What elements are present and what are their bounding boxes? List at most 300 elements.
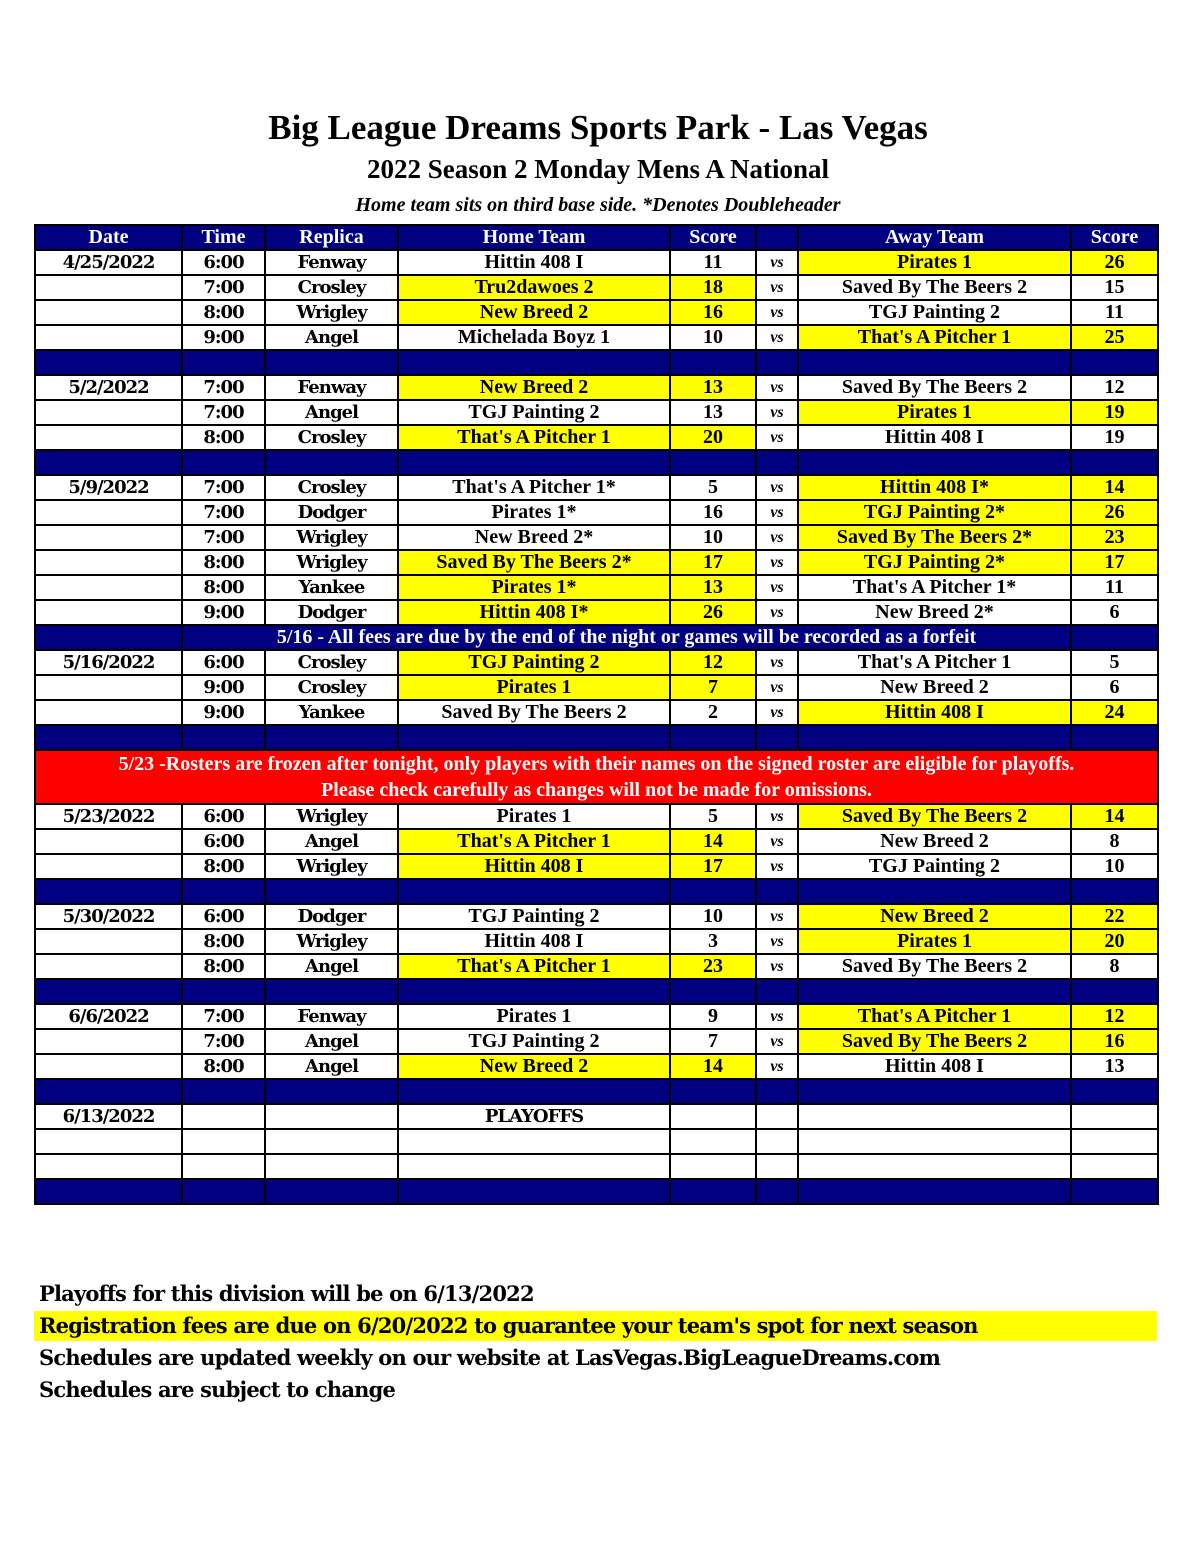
game-row — [35, 929, 1158, 954]
home-team-cell: Pirates 1 — [398, 675, 670, 700]
field-cell: Wrigley — [265, 550, 398, 575]
away-team-cell: Hittin 408 I — [798, 425, 1071, 450]
away-team-cell: That's A Pitcher 1 — [798, 325, 1071, 350]
home-score-cell: 12 — [670, 650, 756, 675]
empty-cell — [1071, 1154, 1158, 1179]
time-cell: 7:00 — [182, 500, 265, 525]
field-cell: Crosley — [265, 650, 398, 675]
separator-cell — [1071, 350, 1158, 375]
home-team-cell: That's A Pitcher 1* — [398, 475, 670, 500]
vs-label: vs — [756, 804, 798, 829]
away-team-cell: Hittin 408 I* — [798, 475, 1071, 500]
time-cell: 6:00 — [182, 804, 265, 829]
separator-cell — [398, 450, 670, 475]
empty-cell — [798, 1129, 1071, 1154]
home-team-cell: TGJ Painting 2 — [398, 1029, 670, 1054]
game-row — [35, 904, 1158, 929]
home-team-cell: TGJ Painting 2 — [398, 904, 670, 929]
vs-label: vs — [756, 700, 798, 725]
vs-label: vs — [756, 954, 798, 979]
separator-cell — [182, 979, 265, 1004]
empty-cell — [756, 1104, 798, 1129]
away-team-cell: New Breed 2 — [798, 675, 1071, 700]
column-header-vs — [756, 225, 798, 250]
home-score-cell: 7 — [670, 1029, 756, 1054]
game-row — [35, 275, 1158, 300]
date-cell: 5/9/2022 — [35, 475, 182, 500]
field-cell: Crosley — [265, 475, 398, 500]
date-cell — [35, 425, 182, 450]
vs-label: vs — [756, 325, 798, 350]
page-title: Big League Dreams Sports Park - Las Vegas — [268, 108, 928, 147]
away-score-cell: 14 — [1071, 804, 1158, 829]
separator-cell — [1071, 1179, 1158, 1204]
vs-label: vs — [756, 1054, 798, 1079]
separator-row — [35, 879, 1158, 904]
home-score-cell: 13 — [670, 575, 756, 600]
separator-cell — [265, 1179, 398, 1204]
home-team-cell: Saved By The Beers 2* — [398, 550, 670, 575]
time-cell: 8:00 — [182, 954, 265, 979]
away-team-cell: TGJ Painting 2 — [798, 854, 1071, 879]
time-cell: 7:00 — [182, 1029, 265, 1054]
field-cell: Angel — [265, 829, 398, 854]
time-cell: 8:00 — [182, 1054, 265, 1079]
separator-cell — [35, 625, 182, 650]
separator-row — [35, 350, 1158, 375]
away-score-cell: 19 — [1071, 400, 1158, 425]
vs-label: vs — [756, 250, 798, 275]
home-team-cell: New Breed 2 — [398, 375, 670, 400]
game-row — [35, 854, 1158, 879]
away-score-cell: 12 — [1071, 1004, 1158, 1029]
away-score-cell: 6 — [1071, 675, 1158, 700]
separator-cell — [1071, 450, 1158, 475]
date-cell: 5/16/2022 — [35, 650, 182, 675]
notice-row — [35, 625, 1158, 650]
column-header-time: Time — [182, 225, 265, 250]
game-row — [35, 600, 1158, 625]
column-header-replica: Replica — [265, 225, 398, 250]
vs-label: vs — [756, 600, 798, 625]
separator-cell — [265, 725, 398, 750]
separator-cell — [35, 450, 182, 475]
separator-cell — [670, 350, 756, 375]
date-cell — [35, 500, 182, 525]
header-row — [35, 225, 1158, 250]
home-team-cell: That's A Pitcher 1 — [398, 425, 670, 450]
vs-label: vs — [756, 854, 798, 879]
away-team-cell: TGJ Painting 2 — [798, 300, 1071, 325]
blank-row — [35, 1154, 1158, 1179]
home-team-cell: Pirates 1 — [398, 804, 670, 829]
home-score-cell: 23 — [670, 954, 756, 979]
vs-label: vs — [756, 300, 798, 325]
time-cell: 7:00 — [182, 525, 265, 550]
separator-cell — [182, 1079, 265, 1104]
separator-cell — [265, 450, 398, 475]
home-team-cell: PLAYOFFS — [398, 1104, 670, 1129]
home-score-cell: 20 — [670, 425, 756, 450]
away-team-cell: Pirates 1 — [798, 250, 1071, 275]
field-cell: Yankee — [265, 700, 398, 725]
empty-cell — [798, 1104, 1071, 1129]
time-cell: 8:00 — [182, 929, 265, 954]
away-score-cell: 8 — [1071, 954, 1158, 979]
separator-cell — [35, 350, 182, 375]
field-cell: Fenway — [265, 250, 398, 275]
away-team-cell: Saved By The Beers 2 — [798, 1029, 1071, 1054]
away-score-cell: 22 — [1071, 904, 1158, 929]
home-team-cell: TGJ Painting 2 — [398, 400, 670, 425]
empty-cell — [756, 1129, 798, 1154]
away-team-cell: Saved By The Beers 2* — [798, 525, 1071, 550]
separator-cell — [182, 1179, 265, 1204]
game-row — [35, 575, 1158, 600]
separator-cell — [1071, 879, 1158, 904]
roster-notice-line: 5/23 -Rosters are frozen after tonight, only players with their names on the signed roster are eligible for playoffs. — [118, 753, 1075, 775]
game-row — [35, 425, 1158, 450]
vs-label: vs — [756, 475, 798, 500]
separator-row — [35, 1079, 1158, 1104]
separator-cell — [398, 1079, 670, 1104]
time-cell: 8:00 — [182, 575, 265, 600]
away-team-cell: That's A Pitcher 1 — [798, 650, 1071, 675]
away-team-cell: Saved By The Beers 2 — [798, 954, 1071, 979]
date-cell — [35, 700, 182, 725]
separator-cell — [756, 350, 798, 375]
vs-label: vs — [756, 1004, 798, 1029]
time-cell: 7:00 — [182, 400, 265, 425]
away-team-cell: Saved By The Beers 2 — [798, 275, 1071, 300]
date-cell — [35, 275, 182, 300]
date-cell: 5/30/2022 — [35, 904, 182, 929]
vs-label: vs — [756, 550, 798, 575]
away-score-cell: 10 — [1071, 854, 1158, 879]
blank-row — [35, 1104, 1158, 1129]
home-team-cell: Pirates 1* — [398, 500, 670, 525]
away-score-cell: 20 — [1071, 929, 1158, 954]
vs-label: vs — [756, 1029, 798, 1054]
away-score-cell: 15 — [1071, 275, 1158, 300]
home-score-cell: 10 — [670, 325, 756, 350]
separator-cell — [798, 1079, 1071, 1104]
separator-cell — [670, 1179, 756, 1204]
away-team-cell: That's A Pitcher 1* — [798, 575, 1071, 600]
separator-cell — [798, 725, 1071, 750]
home-team-cell: Pirates 1 — [398, 1004, 670, 1029]
game-row — [35, 675, 1158, 700]
time-cell: 8:00 — [182, 300, 265, 325]
home-team-cell: That's A Pitcher 1 — [398, 829, 670, 854]
column-header-away-team: Away Team — [798, 225, 1071, 250]
time-cell: 7:00 — [182, 475, 265, 500]
separator-cell — [798, 350, 1071, 375]
home-score-cell: 3 — [670, 929, 756, 954]
schedule-table — [34, 224, 1159, 1205]
away-score-cell: 26 — [1071, 250, 1158, 275]
game-row — [35, 700, 1158, 725]
date-cell: 4/25/2022 — [35, 250, 182, 275]
vs-label: vs — [756, 500, 798, 525]
away-team-cell: Saved By The Beers 2 — [798, 375, 1071, 400]
home-team-cell: Michelada Boyz 1 — [398, 325, 670, 350]
game-row — [35, 500, 1158, 525]
home-score-cell: 13 — [670, 400, 756, 425]
page-subtitle: 2022 Season 2 Monday Mens A National — [366, 154, 830, 184]
away-score-cell: 11 — [1071, 300, 1158, 325]
date-cell — [35, 300, 182, 325]
away-score-cell: 8 — [1071, 829, 1158, 854]
separator-cell — [670, 979, 756, 1004]
field-cell: Dodger — [265, 600, 398, 625]
separator-cell — [670, 725, 756, 750]
away-score-cell: 5 — [1071, 650, 1158, 675]
field-cell — [265, 1104, 398, 1129]
away-team-cell: New Breed 2 — [798, 904, 1071, 929]
home-team-cell: New Breed 2* — [398, 525, 670, 550]
empty-cell — [670, 1154, 756, 1179]
away-score-cell: 11 — [1071, 575, 1158, 600]
home-score-cell: 17 — [670, 550, 756, 575]
vs-label: vs — [756, 929, 798, 954]
time-cell: 9:00 — [182, 325, 265, 350]
empty-cell — [1071, 1129, 1158, 1154]
date-cell — [35, 929, 182, 954]
time-cell: 9:00 — [182, 700, 265, 725]
vs-label: vs — [756, 525, 798, 550]
date-cell — [35, 675, 182, 700]
column-header-home-team: Home Team — [398, 225, 670, 250]
home-score-cell: 9 — [670, 1004, 756, 1029]
away-score-cell: 17 — [1071, 550, 1158, 575]
away-team-cell: New Breed 2 — [798, 829, 1071, 854]
separator-cell — [798, 879, 1071, 904]
footer-website: Schedules are updated weekly on our website at LasVegas.BigLeagueDreams.com — [39, 1345, 941, 1370]
separator-cell — [798, 979, 1071, 1004]
separator-row — [35, 1179, 1158, 1204]
time-cell — [182, 1129, 265, 1154]
date-cell — [35, 854, 182, 879]
separator-cell — [670, 450, 756, 475]
empty-cell — [670, 1104, 756, 1129]
home-team-cell: Hittin 408 I — [398, 250, 670, 275]
home-score-cell: 13 — [670, 375, 756, 400]
game-row — [35, 1054, 1158, 1079]
column-header-away-score: Score — [1071, 225, 1158, 250]
time-cell: 6:00 — [182, 650, 265, 675]
field-cell: Wrigley — [265, 854, 398, 879]
field-cell — [265, 1154, 398, 1179]
separator-cell — [798, 450, 1071, 475]
away-score-cell: 13 — [1071, 1054, 1158, 1079]
game-row — [35, 325, 1158, 350]
away-score-cell: 16 — [1071, 1029, 1158, 1054]
empty-cell — [756, 1154, 798, 1179]
field-cell — [265, 1129, 398, 1154]
home-team-cell: Hittin 408 I — [398, 929, 670, 954]
time-cell: 8:00 — [182, 854, 265, 879]
game-row — [35, 650, 1158, 675]
date-cell — [35, 550, 182, 575]
field-cell: Wrigley — [265, 804, 398, 829]
time-cell: 8:00 — [182, 550, 265, 575]
home-score-cell: 16 — [670, 300, 756, 325]
separator-cell — [1071, 625, 1158, 650]
away-score-cell: 25 — [1071, 325, 1158, 350]
time-cell: 7:00 — [182, 1004, 265, 1029]
roster-notice-line: Please check carefully as changes will not be made for omissions. — [321, 779, 872, 801]
field-cell: Wrigley — [265, 929, 398, 954]
away-team-cell: That's A Pitcher 1 — [798, 1004, 1071, 1029]
game-row — [35, 550, 1158, 575]
separator-cell — [398, 879, 670, 904]
time-cell: 7:00 — [182, 375, 265, 400]
vs-label: vs — [756, 575, 798, 600]
separator-cell — [398, 979, 670, 1004]
separator-cell — [35, 979, 182, 1004]
home-score-cell: 5 — [670, 804, 756, 829]
separator-cell — [670, 1079, 756, 1104]
empty-cell — [798, 1154, 1071, 1179]
game-row — [35, 250, 1158, 275]
roster-notice-row — [35, 750, 1158, 804]
home-team-cell: Hittin 408 I* — [398, 600, 670, 625]
date-cell: 5/23/2022 — [35, 804, 182, 829]
separator-cell — [182, 450, 265, 475]
field-cell: Crosley — [265, 675, 398, 700]
field-cell: Dodger — [265, 500, 398, 525]
game-row — [35, 375, 1158, 400]
separator-cell — [265, 879, 398, 904]
home-team-cell: Tru2dawoes 2 — [398, 275, 670, 300]
home-score-cell: 10 — [670, 904, 756, 929]
home-score-cell: 16 — [670, 500, 756, 525]
separator-cell — [756, 1179, 798, 1204]
home-team-cell: TGJ Painting 2 — [398, 650, 670, 675]
schedule-note: Home team sits on third base side. *Denotes Doubleheader — [355, 194, 841, 216]
separator-cell — [1071, 1079, 1158, 1104]
time-cell: 6:00 — [182, 250, 265, 275]
vs-label: vs — [756, 375, 798, 400]
home-score-cell: 26 — [670, 600, 756, 625]
separator-row — [35, 725, 1158, 750]
column-header-home-score: Score — [670, 225, 756, 250]
date-cell — [35, 575, 182, 600]
away-team-cell: Saved By The Beers 2 — [798, 804, 1071, 829]
home-score-cell: 5 — [670, 475, 756, 500]
footer-registration: Registration fees are due on 6/20/2022 to guarantee your team's spot for next season — [34, 1311, 1157, 1341]
vs-label: vs — [756, 425, 798, 450]
vs-label: vs — [756, 650, 798, 675]
away-team-cell: TGJ Painting 2* — [798, 550, 1071, 575]
away-team-cell: Pirates 1 — [798, 400, 1071, 425]
separator-cell — [35, 725, 182, 750]
home-team-cell — [398, 1154, 670, 1179]
away-score-cell: 26 — [1071, 500, 1158, 525]
separator-cell — [1071, 725, 1158, 750]
home-score-cell: 14 — [670, 1054, 756, 1079]
vs-label: vs — [756, 675, 798, 700]
separator-cell — [265, 979, 398, 1004]
field-cell: Angel — [265, 400, 398, 425]
date-cell — [35, 400, 182, 425]
away-team-cell: Hittin 408 I — [798, 700, 1071, 725]
separator-cell — [35, 1179, 182, 1204]
field-cell: Wrigley — [265, 525, 398, 550]
home-score-cell: 7 — [670, 675, 756, 700]
home-team-cell — [398, 1129, 670, 1154]
separator-cell — [398, 1179, 670, 1204]
date-cell — [35, 1054, 182, 1079]
home-team-cell: Saved By The Beers 2 — [398, 700, 670, 725]
away-team-cell: Hittin 408 I — [798, 1054, 1071, 1079]
separator-cell — [182, 350, 265, 375]
field-cell: Crosley — [265, 275, 398, 300]
game-row — [35, 954, 1158, 979]
separator-cell — [35, 1079, 182, 1104]
home-score-cell: 10 — [670, 525, 756, 550]
game-row — [35, 300, 1158, 325]
field-cell: Yankee — [265, 575, 398, 600]
game-row — [35, 804, 1158, 829]
field-cell: Crosley — [265, 425, 398, 450]
away-score-cell: 24 — [1071, 700, 1158, 725]
date-cell — [35, 600, 182, 625]
date-cell — [35, 525, 182, 550]
separator-cell — [182, 879, 265, 904]
home-team-cell: New Breed 2 — [398, 300, 670, 325]
time-cell: 9:00 — [182, 675, 265, 700]
game-row — [35, 1004, 1158, 1029]
field-cell: Angel — [265, 1029, 398, 1054]
home-team-cell: Hittin 408 I — [398, 854, 670, 879]
separator-cell — [756, 979, 798, 1004]
time-cell: 8:00 — [182, 425, 265, 450]
home-score-cell: 11 — [670, 250, 756, 275]
home-team-cell: That's A Pitcher 1 — [398, 954, 670, 979]
away-team-cell: TGJ Painting 2* — [798, 500, 1071, 525]
separator-cell — [265, 1079, 398, 1104]
game-row — [35, 475, 1158, 500]
separator-cell — [756, 879, 798, 904]
away-score-cell: 14 — [1071, 475, 1158, 500]
date-cell — [35, 1129, 182, 1154]
column-header-date: Date — [35, 225, 182, 250]
date-cell — [35, 325, 182, 350]
field-cell: Wrigley — [265, 300, 398, 325]
away-team-cell: New Breed 2* — [798, 600, 1071, 625]
separator-cell — [756, 1079, 798, 1104]
separator-cell — [1071, 979, 1158, 1004]
field-cell: Angel — [265, 954, 398, 979]
away-score-cell: 23 — [1071, 525, 1158, 550]
date-cell — [35, 829, 182, 854]
time-cell: 7:00 — [182, 275, 265, 300]
empty-cell — [670, 1129, 756, 1154]
game-row — [35, 525, 1158, 550]
game-row — [35, 400, 1158, 425]
game-row — [35, 829, 1158, 854]
vs-label: vs — [756, 400, 798, 425]
home-score-cell: 2 — [670, 700, 756, 725]
field-cell: Fenway — [265, 1004, 398, 1029]
separator-cell — [798, 1179, 1071, 1204]
home-score-cell: 18 — [670, 275, 756, 300]
date-cell — [35, 1154, 182, 1179]
roster-notice — [35, 750, 1158, 804]
date-cell: 6/6/2022 — [35, 1004, 182, 1029]
